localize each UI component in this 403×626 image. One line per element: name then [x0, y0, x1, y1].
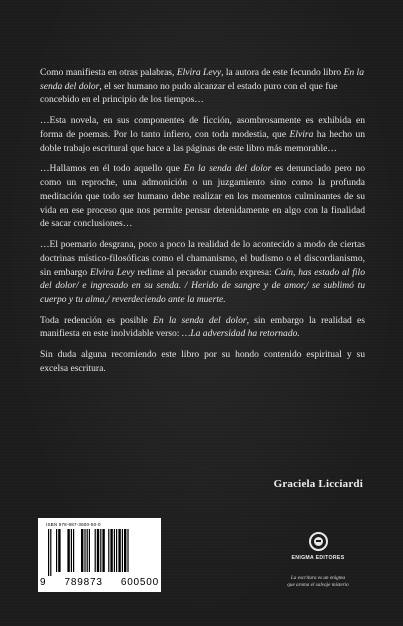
- paragraph: [40, 162, 365, 231]
- publisher-name: ENIGMA EDITORES: [291, 555, 345, 561]
- isbn-label: ISBN 978-987-3600-50-0: [46, 522, 101, 527]
- paragraph: [40, 314, 365, 341]
- barcode-digit-group-2: 600500: [120, 577, 159, 588]
- italic-text: Elvira Levy: [89, 266, 135, 278]
- text: Toda redención es posible: [40, 314, 154, 326]
- motto-line-2: que aroma el salvaje misterio: [287, 581, 349, 588]
- italic-text: Caín, has estado al filo del dolor/ e ingresado en su senda. / Herido de sangre y de amor,/ se sublimó tu cuerpo y tu alma,/ reverdeciendo ante la muerte.: [40, 266, 365, 306]
- italic-text: Elvira Levy: [176, 67, 222, 78]
- publisher-logo-icon: [309, 532, 328, 551]
- text: redime al pecador cuando expresa:: [134, 266, 275, 278]
- back-cover-text: [40, 66, 365, 383]
- barcode-bars: [46, 529, 154, 576]
- barcode-digit-prefix: 9: [40, 577, 47, 588]
- paragraph: [40, 114, 365, 155]
- text: Sin duda alguna recomiendo este libro por su hondo contenido espiritual y su excelsa escritura.: [40, 349, 365, 374]
- motto-line-1: La escritura es un enigma: [290, 575, 346, 581]
- text: …El poemario desgrana, poco a poco la realidad de lo acontecido a modo de ciertas doctrinas místico-filosóficas como el chamanismo, el budismo o el discordianismo, sin embargo: [40, 239, 365, 278]
- signature: Graciela Licciardi: [273, 478, 363, 490]
- barcode: [38, 518, 161, 592]
- text: Como manifiesta en otras palabras,: [40, 67, 177, 78]
- text: , la autora de este fecundo libro: [221, 67, 344, 78]
- text: …Esta novela, en sus componentes de ficción, asombrosamente es exhibida en forma de poemas. Por lo tanto infiero, con toda modestia, que: [40, 115, 365, 140]
- text: es denunciado pero no como un reproche, una admonición o un juzgamiento sino como la profunda meditación que todo ser humano debe realizar en los momentos culminantes de su vida en ese proceso que nos permite pensar detenidamente en algo con la finalidad de sacar conclusiones…: [40, 163, 366, 230]
- text: ha hecho un doble trabajo escritural que hace a las páginas de este libro más memorable…: [40, 128, 365, 154]
- barcode-digits: [40, 577, 159, 588]
- paragraph: [40, 348, 365, 375]
- barcode-digit-group-1: 789873: [64, 577, 103, 588]
- publisher-motto: [268, 575, 368, 589]
- paragraph: [40, 66, 365, 107]
- italic-text: En la senda del dolor: [40, 67, 364, 92]
- italic-text: En la senda del dolor: [153, 314, 247, 326]
- publisher-block: [268, 532, 368, 589]
- text: …Hallamos en él todo aquello que: [40, 163, 184, 175]
- italic-text: Elvira: [289, 128, 314, 140]
- italic-text: En la senda del dolor: [183, 163, 272, 175]
- text: , sin embargo la realidad es manifiesta en este inolvidable verso:: [40, 314, 366, 340]
- italic-text: …La adversidad ha retornado.: [181, 328, 300, 340]
- paragraph: [40, 238, 365, 307]
- text: , el ser humano no pudo alcanzar el estado puro con el que fue concebido en el principio de los tiempos…: [40, 80, 338, 106]
